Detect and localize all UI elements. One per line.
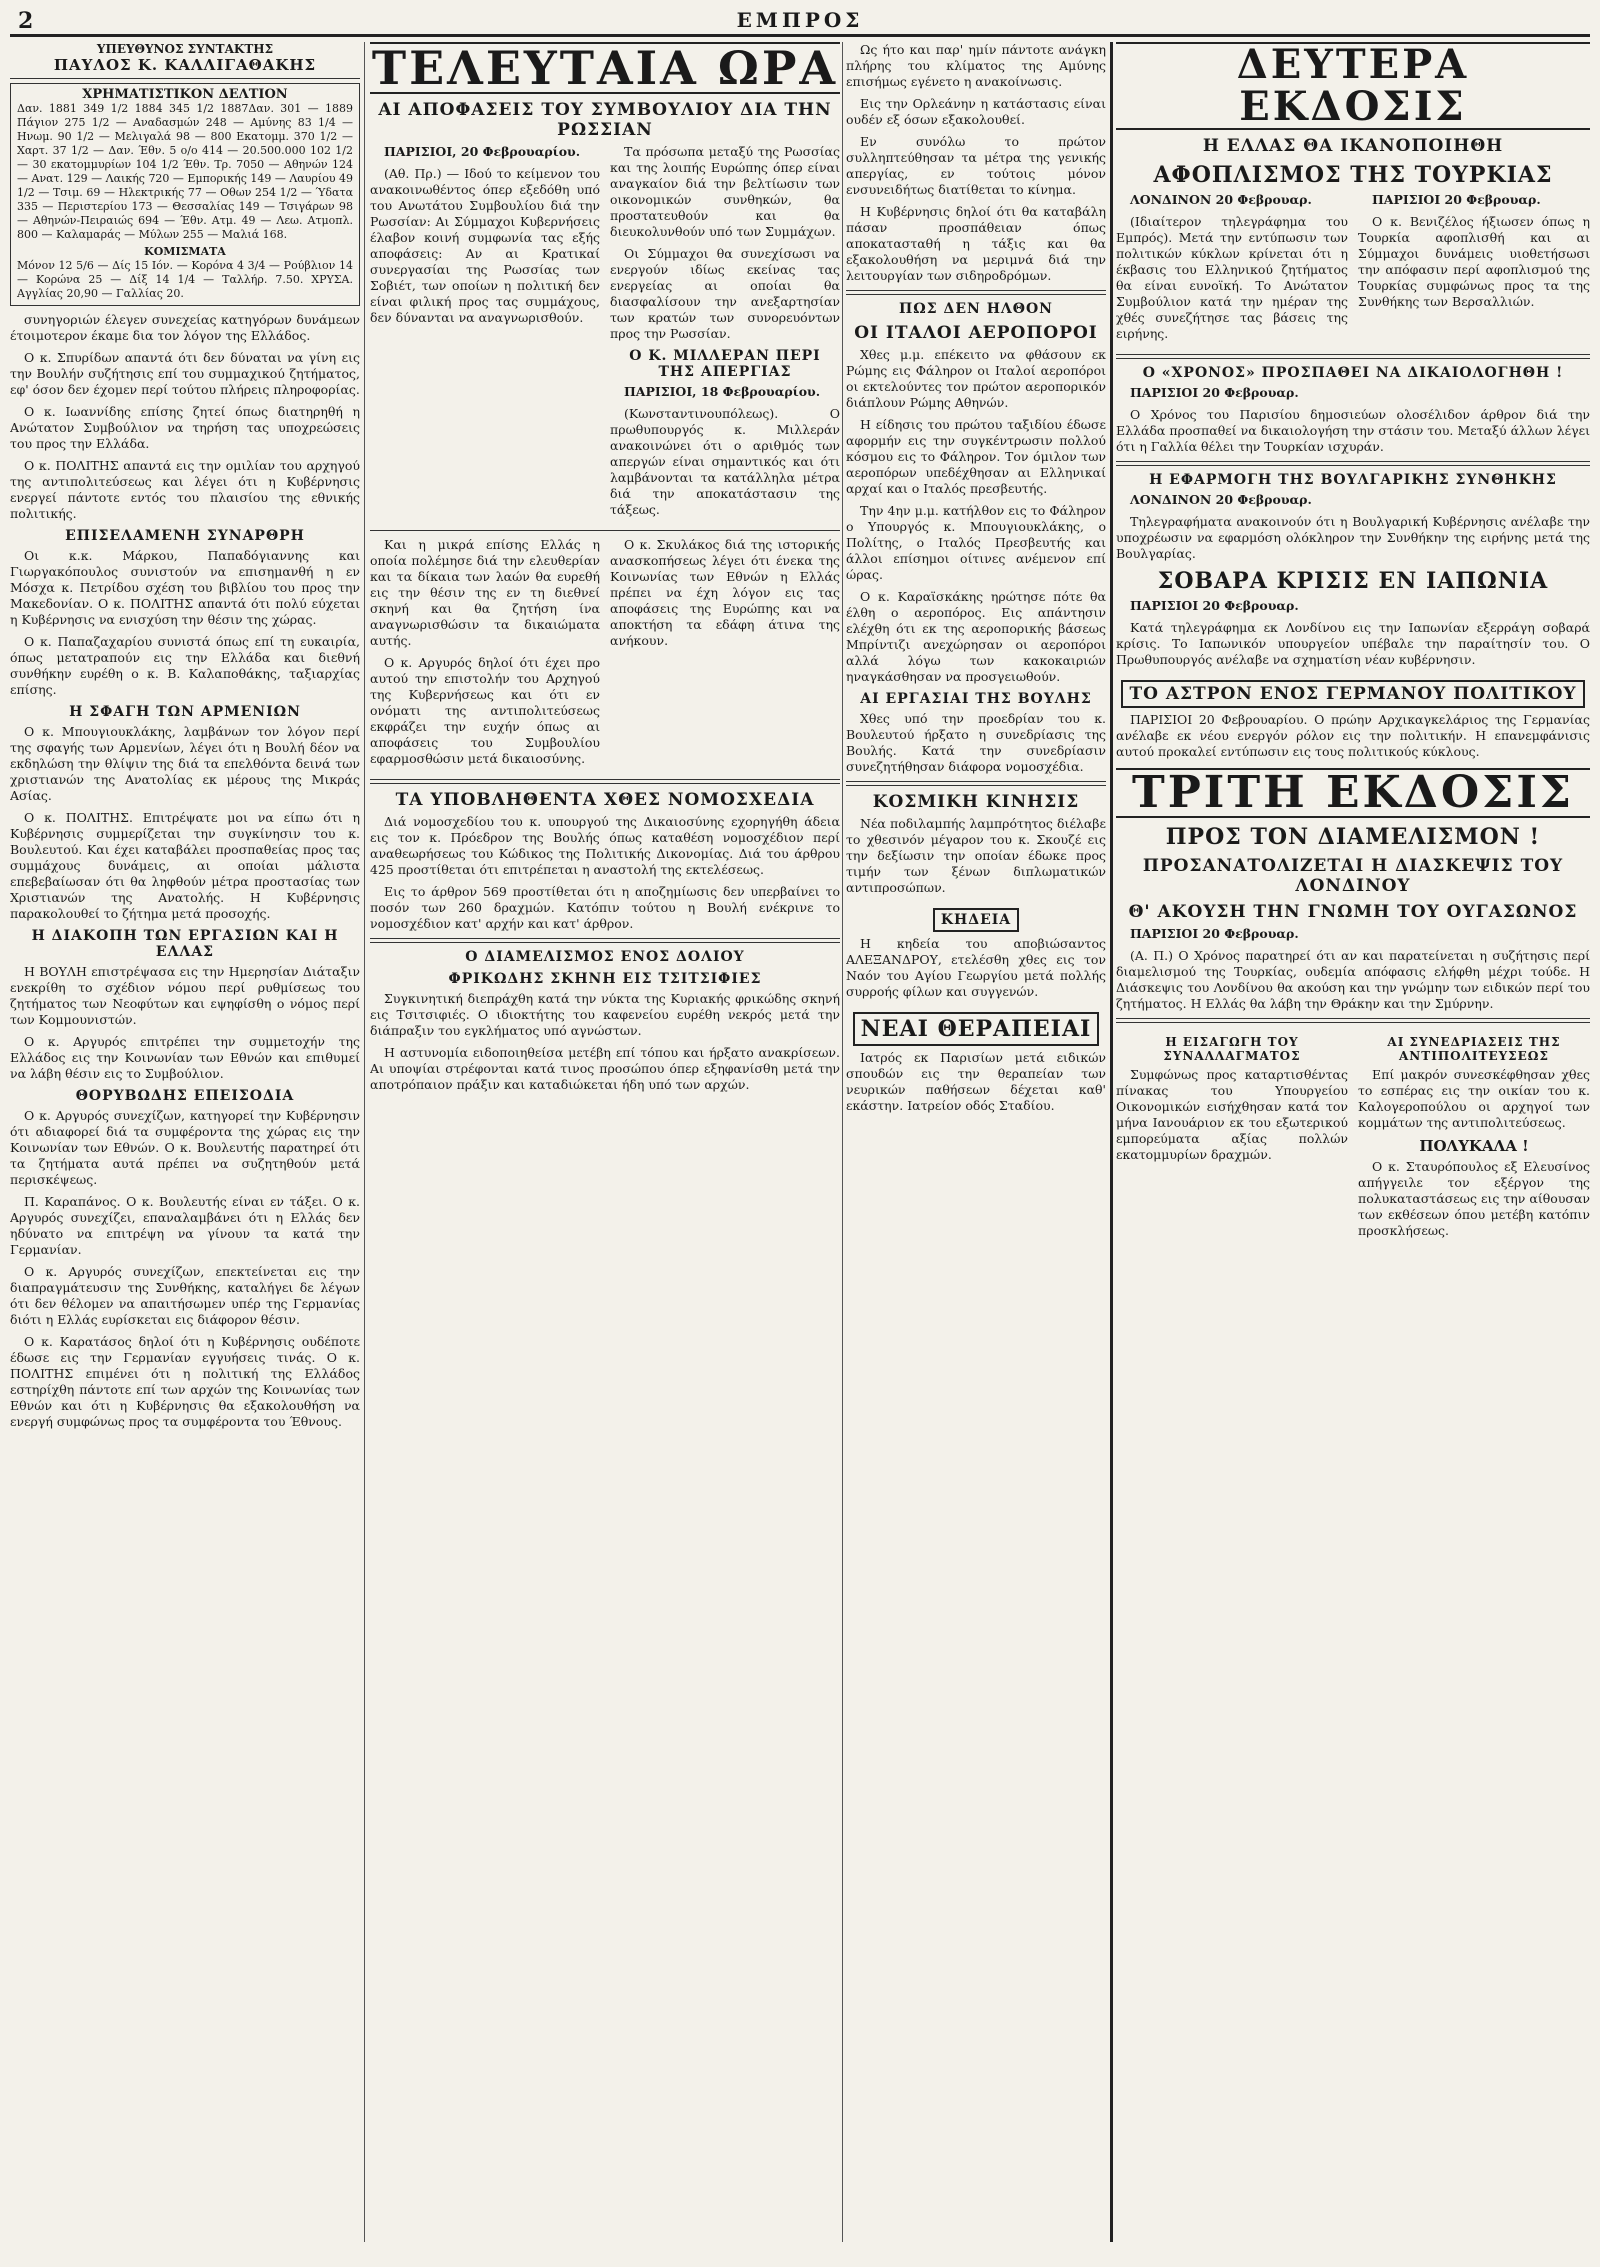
headline: Η ΕΛΛΑΣ ΘΑ ΙΚΑΝΟΠΟΙΗΘΗ — [1202, 136, 1504, 156]
article-paragraph: Συγκινητική διεπράχθη κατά την νύκτα της Κυριακής φρικώδης σκηνή εις Τσιτσιφιές. Ο ιδιοκτήτης του καφενείου ευρέθη νεκρός μετά την διάπραξιν του εγκλήματος υπό αγνώστων. — [370, 991, 840, 1039]
subcolumn — [1116, 1029, 1348, 1245]
currency-body: Μόνον 12 5/6 — Δίς 15 Ιόν. — Κορόνα 4 3/4 — Ρούβλιον 14 — Κορώνα 25 — Δίξ 14 1/4 — Ταλλήρ. 7.50. ΧΡΥΣΑ. Αγγλίας 20,90 — Γαλλίας 20. — [17, 259, 353, 300]
editor-box — [10, 42, 360, 79]
article-paragraph: Ο κ. Μπουγιουκλάκης, λαμβάνων τον λόγον περί της σφαγής των Αρμενίων, λέγει ότι η Βουλή δέον να εκδηλώση την θλίψιν της διά τα επελθόντα δεινά των χριστιανών της Ανατολίας εκ μέρους της Μικράς Ασίας. — [10, 724, 360, 803]
banner-last-hour: ΤΕΛΕΥΤΑΙΑ ΩΡΑ — [371, 42, 839, 95]
banner-second-edition: ΔΕΥΤΕΡΑ ΕΚΔΟΣΙΣ — [1116, 42, 1590, 130]
headline: ΑΙ ΑΠΟΦΑΣΕΙΣ ΤΟΥ ΣΥΜΒΟΥΛΙΟΥ ΔΙΑ ΤΗΝ ΡΩΣΣΙΑΝ — [378, 100, 832, 141]
divider — [370, 938, 840, 943]
article-paragraph: Ο κ. Αργυρός επιτρέπει την συμμετοχήν της Ελλάδος εις την Κοινωνίαν των Εθνών και επιθυμεί να λάβη θέσιν εις το Συμβούλιον. — [10, 1034, 360, 1081]
article-paragraph — [1116, 598, 1590, 614]
article-paragraph: Συμφώνως προς καταρτισθέντας πίνακας του Υπουργείου Οικονομικών εισήχθησαν κατά τον μήνα Ιανουάριον εκ του εξωτερικού εμπορεύματα αξίας πολλών εκατομμυρίων δραχμών. — [1116, 1067, 1348, 1163]
headline-box — [846, 902, 1106, 936]
market-body: Δαν. 1881 349 1/2 1884 345 1/2 1887Δαν. 301 — 1889 Πάγιον 275 1/2 — Αναδασμών 248 — Αμύνης 83 1/4 — Ηνωμ. 90 1/2 — Μελιγαλά 98 — 800 Εκατομμ. 370 1/2 — Χαρτ. 37 1/2 — Δαν. Έθν. 5 ο/ο 414 — 20.500.000 102 1/2 — 30 εκατομμυρίων 104 1/2 Έθν. Τρ. 7050 — Αθηνών 124 — Ανατ. 129 — Λαικής 720 — Εμπορικής 149 — Λαυρίου 49 1/2 — Τσιμ. 69 — Ηλεκτρικής 77 — Οθων 254 1/2 — Ύδατα 335 — Περιστερίου 173 — Θεσσαλίας 149 — Τσιγάρων 98 — Αθηνών-Πειραιώς 694 — Έθν. Ατμ. 49 — Λεω. Ατμοπλ. 800 — Καλαμαράς — Μύλων 255 — Μαλιά 168. — [17, 102, 353, 241]
column-rule — [842, 42, 843, 2242]
article-paragraph — [1116, 492, 1590, 508]
article-paragraph: Π. Καραπάνος. Ο κ. Βουλευτής είναι εν τάξει. Ο κ. Αργυρός συνεχίζει, επαναλαμβάνει ότι η Ελλάς δεν ηδύνατο να επιτρέψη να γίνουν τα κατά την Γερμανίαν. — [10, 1194, 360, 1257]
divider — [846, 290, 1106, 295]
column-3 — [846, 42, 1106, 1120]
section-heading: ΕΠΙΣΕΛΑΜΕΝΗ ΣΥΝΑΡΘΡΗ — [65, 528, 305, 544]
column-4 — [1116, 42, 1590, 1245]
article-paragraph: (Αθ. Πρ.) — Ιδού το κείμενον του ανακοινωθέντος όπερ εξεδόθη υπό του Ανωτάτου Συμβουλίου διά την Ρωσσίαν: Αι Σύμμαχοι Κυβερνήσεις έλαβον κοινή συμφωνία τας εξής αποφάσεις: Αν αι Κρατικαί συνεργασίαι της Ρωσσίας των Σοβιέτ, των οποίων η πολιτική δεν είναι φιλική προς τας συμμάχους, δεν δύνανται να αναγνωρισθούν. — [370, 166, 600, 326]
article-paragraph: Επί μακρόν συνεσκέφθησαν χθες το εσπέρας εις την οικίαν του κ. Καλογεροπούλου οι αρχηγοί των κομμάτων της αντιπολιτεύσεως. — [1358, 1067, 1590, 1131]
headline-box — [846, 1006, 1106, 1050]
article-paragraph: Η ΒΟΥΛΗ επιστρέψασα εις την Ημερησίαν Διάταξιν ενεκρίθη το σχέδιον νόμου περί ρυθμίσεως του ζητήματος των Νεοφύτων και εψηφίσθη ο νόμος περί των Κομμουνιστών. — [10, 964, 360, 1027]
divider — [1116, 461, 1590, 466]
section-heading: Η ΔΙΑΚΟΠΗ ΤΩΝ ΕΡΓΑΣΙΩΝ ΚΑΙ Η ΕΛΛΑΣ — [31, 928, 339, 960]
dateline: ΠΑΡΙΣΙΟΙ, 18 Φεβρουαρίου. — [624, 384, 821, 400]
article-paragraph: Εις το άρθρον 569 προστίθεται ότι η αποζημίωσις δεν υπερβαίνει το ποσόν των 260 δραχμών. Κατόπιν τούτου η Βουλή ενέκρινε το νομοσχέδιον κατ' αρχήν και κατ' άρθρον. — [370, 884, 840, 932]
dateline: ΠΑΡΙΣΙΟΙ 20 Φεβρουαρ. — [1130, 926, 1299, 942]
article-paragraph: Ως ήτο και παρ' ημίν πάντοτε ανάγκη πλήρης του κλίματος της Αμύνης επισήμως εγένετο η ανακοίνωσις. — [846, 42, 1106, 89]
article-paragraph: Ο κ. Βενιζέλος ήξιωσεν όπως η Τουρκία αφοπλισθή και αι Σύμμαχοι δυνάμεις υιοθετήσωσι την απόφασιν περί αφοπλισμού της Τουρκίας συμφώνως προς τα της Συνθήκης των Βερσαλλιών. — [1358, 214, 1590, 309]
article-paragraph: Εν συνόλω το πρώτον συλληπτεύθησαν τα μέτρα της γενικής απεργίας, εν τούτοις μόνον ενσυνειδήτως διατίθεται το κίνημα. — [846, 134, 1106, 197]
subcolumn — [370, 144, 600, 524]
headline: ΑΙ ΕΡΓΑΣΙΑΙ ΤΗΣ ΒΟΥΛΗΣ — [860, 691, 1092, 707]
dateline: ΠΑΡΙΣΙΟΙ 20 Φεβρουαρ. — [1372, 192, 1541, 207]
article-paragraph: Ο Χρόνος του Παρισίου δημοσιεύων ολοσέλιδον άρθρον διά την Ελλάδα προσπαθεί να δικαιολογήση την στάσιν του. Μεταξύ άλλων λέγει ότι η Γαλλία θέλει την Τουρκίαν ισχυράν. — [1116, 407, 1590, 454]
headline: ΠΡΟΣ ΤΟΝ ΔΙΑΜΕΛΙΣΜΟΝ ! — [1165, 824, 1541, 851]
article-paragraph: Ο κ. Ιωαννίδης επίσης ζητεί όπως διατηρηθή η Ανώτατον Συμβούλιον να τηρήση τας υποχρεώσεις του προς την Ελλάδα. — [10, 404, 360, 451]
article-paragraph: Η κηδεία του αποβιώσαντος ΑΛΕΞΑΝΔΡΟΥ, ετελέσθη χθες εις τον Ναόν του Αγίου Γεωργίου μετά πολλής συρροής φίλων και συγγενών. — [846, 936, 1106, 999]
subcolumn — [1358, 192, 1590, 348]
article-paragraph: Ιατρός εκ Παρισίων μετά ειδικών σπουδών εις την θεραπείαν των νευρικών παθήσεων δέχεται καθ' εκάστην. Ιατρείον οδός Σταδίου. — [846, 1050, 1106, 1113]
headline: Θ' ΑΚΟΥΣΗ ΤΗΝ ΓΝΩΜΗ ΤΟΥ ΟΥΓΑΣΩΝΟΣ — [1128, 902, 1578, 923]
article-paragraph: Οι Σύμμαχοι θα συνεχίσωσι να ενεργούν ιδίως εκείνας τας ενεργείας αι οποίαι θα διασφαλίσουν την ανεξαρτησίαν των κρατών των συνορευόντων προς την Ρωσσίαν. — [610, 246, 840, 342]
headline: ΠΡΟΣΑΝΑΤΟΛΙΖΕΤΑΙ Η ΔΙΑΣΚΕΨΙΣ ΤΟΥ ΛΟΝΔΙΝΟΥ — [1142, 856, 1564, 897]
article-paragraph: Ο κ. Καρατάσος δηλοί ότι η Κυβέρνησις ουδέποτε έδωσε εις την Γερμανίαν εγγυήσεις τινάς. Ο κ. ΠΟΛΙΤΗΣ επιμένει ότι η πολιτική της Ελλάδος εστηρίχθη πάντοτε επί των αρχών της Κοινωνίας των Εθνών και ότι η Κυβέρνησις θα εξακολουθήση να ενεργή συμφώνως προς τα συμφέροντα του Έθνους. — [10, 1334, 360, 1429]
article-paragraph: Τηλεγραφήματα ανακοινούν ότι η Βουλγαρική Κυβέρνησις ανέλαβε την υποχρέωσιν να εφαρμόση ολόκληρον την Συνθήκην της ειρήνης μετά της Βουλγαρίας. — [1116, 514, 1590, 561]
currency-title: ΚΟΜΙΣΜΑΤΑ — [144, 245, 226, 258]
headline: Ο Κ. ΜΙΛΛΕΡΑΝ ΠΕΡΙ ΤΗΣ ΑΠΕΡΓΙΑΣ — [629, 348, 821, 381]
two-column-block — [370, 144, 840, 524]
section-heading: Η ΣΦΑΓΗ ΤΩΝ ΑΡΜΕΝΙΩΝ — [69, 704, 301, 720]
article-paragraph: (Α. Π.) Ο Χρόνος παρατηρεί ότι αν και παρατείνεται η συζήτησις περί διαμελισμού της Τουρκίας, ουδεμία απόφασις ελήφθη μέχρι τούδε. Η Διάσκεψις του Λονδίνου θα ακούση και την γνώμην των ειδικών περί του ζητήματος. Η Ελλάς θα λάβη την Θράκην και την Σμύρνην. — [1116, 948, 1590, 1012]
headline: ΝΕΑΙ ΘΕΡΑΠΕΙΑΙ — [853, 1012, 1100, 1046]
section-heading: ΘΟΡΥΒΩΔΗΣ ΕΠΕΙΣΟΔΙΑ — [75, 1088, 295, 1104]
page-number: 2 — [18, 8, 34, 34]
article-paragraph — [1116, 192, 1348, 208]
divider — [370, 530, 840, 531]
divider — [846, 781, 1106, 786]
article-paragraph: Ο κ. ΠΟΛΙΤΗΣ. Επιτρέψατε μοι να είπω ότι η Κυβέρνησις συμμερίζεται την συγκίνησιν του κ. Βουλευτού. Και έχει καταβάλει προσπαθείας προς τας συμμάχους δυνάμεις, αι οποίαι μάλιστα επεβεβαίωσαν ότι θα ληφθούν μέτρα προστασίας των Χριστιανών της Ανατολής. Η Κυβέρνησις παρακολουθεί το ζήτημα μετά προσοχής. — [10, 810, 360, 921]
article-paragraph: Και η μικρά επίσης Ελλάς η οποία πολέμησε διά την ελευθερίαν και τα δίκαια των λαών θα ευρεθή εις την θέσιν της εν τη διεθνεί σκηνή και θα ζητήση ίνα αναγνωρισθώσιν τα δικαιώματα αυτής. — [370, 537, 600, 649]
article-paragraph: Ο κ. ΠΟΛΙΤΗΣ απαντά εις την ομιλίαν του αρχηγού της αντιπολιτεύσεως και λέγει ότι η Κυβέρνησις ενεργεί πάντοτε εντός του πλαισίου της εθνικής πολιτικής. — [10, 458, 360, 521]
paper-name: ΕΜΠΡΟΣ — [736, 8, 864, 32]
article-paragraph — [1116, 926, 1590, 942]
two-column-block — [1116, 192, 1590, 348]
article-paragraph: (Κωνσταντινουπόλεως). Ο πρωθυπουργός κ. Μιλλεράν ανακοινώνει ότι ο αριθμός των απεργών είναι σημαντικός και ότι λαμβάνονται τα κατάλληλα μέτρα διά την αποκατάστασιν της τάξεως. — [610, 406, 840, 518]
article-paragraph: Ο κ. Παπαζαχαρίου συνιστά όπως επί τη ευκαιρία, όπως μετατραπούν εις την Ελλάδα και διεθνή συνθήκην ευρέθη ο κ. Β. Καλαποθάκης, ταξιαρχίας επίσης. — [10, 634, 360, 697]
headline: ΤΟ ΑΣΤΡΟΝ ΕΝΟΣ ΓΕΡΜΑΝΟΥ ΠΟΛΙΤΙΚΟΥ — [1121, 680, 1584, 708]
article-paragraph: Νέα ποδιλαμπής λαμπρότητος διέλαβε το χθεσινόν μέγαρον του κ. Σκουζέ εις την δεξίωσιν την οποίαν έδωκε προς τιμήν των ξένων διπλωματικών αντιπροσώπων. — [846, 816, 1106, 895]
two-column-block — [370, 537, 840, 773]
article-paragraph: Ο κ. Σπυρίδων απαντά ότι δεν δύναται να γίνη εις την Βουλήν συζήτησις επί του συμμαχικού ζητήματος, εφ' όσον δεν έχομεν περί τούτου πλήρεις πληροφορίας. — [10, 350, 360, 397]
divider — [1116, 354, 1590, 359]
article-paragraph — [1116, 385, 1590, 401]
headline-box — [1116, 674, 1590, 712]
article-paragraph: Οι κ.κ. Μάρκου, Παπαδόγιαννης και Γιωργακόπουλος συνιστούν να επισημανθή η εν Μόσχα κ. Πετρίδου σχέση του βιβλίου του προς την Μακεδονίαν. Ο κ. ΠΟΛΙΤΗΣ απαντά ότι πολύ εύχεται η Κυβέρνησις να ενισχύση την θέσιν της χώρας. — [10, 548, 360, 627]
article-paragraph: Διά νομοσχεδίου του κ. υπουργού της Δικαιοσύνης εχορηγήθη άδεια εις τον κ. Πρόεδρον της Βουλής όπως καταθέση νομοσχέδιον περί αναθεωρήσεως του Κώδικος της Πολιτικής Δικονομίας. Διά του άρθρου 425 προστίθεται ότι επιτρέπεται η αναστολή της εκτελέσεως. — [370, 814, 840, 878]
headline: ΟΙ ΙΤΑΛΟΙ ΑΕΡΟΠΟΡΟΙ — [854, 323, 1098, 343]
article-paragraph — [1358, 192, 1590, 208]
article-paragraph: Ο κ. Αργυρός συνεχίζων, κατηγορεί την Κυβέρνησιν ότι αδιαφορεί διά τα συμφέροντα της χώρας εις την Κοινωνίαν των Εθνών. Ο κ. Βουλευτής παρατηρεί ότι τα ζητήματα αυτά πρέπει να συζητηθούν μετά περισκέψεως. — [10, 1108, 360, 1187]
article-paragraph: Η είδησις του πρώτου ταξιδίου έδωσε αφορμήν εις την συγκέντρωσιν πολλού κόσμου εις το Φάληρον. Τον όμιλον των αεροπόρων υπεδέχθησαν αι Ελληνικαί αρχαί και ο Ιταλός πρεσβευτής. — [846, 417, 1106, 496]
subcolumn — [1116, 192, 1348, 348]
divider — [370, 779, 840, 784]
article-paragraph: Η Κυβέρνησις δηλοί ότι θα καταβάλη πάσαν προσπάθειαν όπως αποκατασταθή η τάξις και θα εξακολουθήση να μεριμνά διά την λειτουργίαν των σιδηροδρόμων. — [846, 204, 1106, 283]
headline: ΣΟΒΑΡΑ ΚΡΙΣΙΣ ΕΝ ΙΑΠΩΝΙΑ — [1157, 568, 1549, 594]
article-paragraph — [370, 144, 600, 160]
editor-label: ΥΠΕΥΘΥΝΟΣ ΣΥΝΤΑΚΤΗΣ — [96, 42, 274, 56]
column-1 — [10, 42, 360, 1436]
two-column-block — [1116, 1029, 1590, 1245]
dateline: ΠΑΡΙΣΙΟΙ 20 Φεβρουαρ. — [1130, 385, 1299, 400]
dateline: ΠΑΡΙΣΙΟΙ, 20 Φεβρουαρίου. — [384, 144, 581, 160]
market-title: ΧΡΗΜΑΤΙΣΤΙΚΟΝ ΔΕΛΤΙΟΝ — [82, 87, 288, 102]
headline: ΤΑ ΥΠΟΒΛΗΘΕΝΤΑ ΧΘΕΣ ΝΟΜΟΣΧΕΔΙΑ — [395, 790, 815, 811]
headline: Η ΕΙΣΑΓΩΓΗ ΤΟΥ ΣΥΝΑΛΛΑΓΜΑΤΟΣ — [1163, 1035, 1301, 1064]
article-paragraph: Χθες μ.μ. επέκειτο να φθάσουν εκ Ρώμης εις Φάληρον οι Ιταλοί αεροπόροι οι εκτελούντες τον πρώτον αεροπορικόν διάπλουν Ρώμης Αθηνών. — [846, 347, 1106, 410]
subcolumn — [1358, 1029, 1590, 1245]
article-paragraph: συνηγοριών έλεγεν συνεχείας κατηγόρων δυνάμεων έτοιμοτερον έκαμε δια τον λόγον της Ελλάδος. — [10, 312, 360, 343]
market-bulletin — [10, 83, 360, 306]
article-paragraph: Ο κ. Αργυρός δηλοί ότι έχει προ αυτού την επιστολήν του Αρχηγού της Κυβερνήσεως και ότι εν ονόματι της αντιπολιτεύσεως εκφράζει την ευχήν όπως αι αποφάσεις του Συμβουλίου εφαρμοσθώσιν μετά δικαιοσύνης. — [370, 655, 600, 767]
headline: ΚΗΔΕΙΑ — [933, 908, 1019, 932]
headline: Ο «ΧΡΟΝΟΣ» ΠΡΟΣΠΑΘΕΙ ΝΑ ΔΙΚΑΙΟΛΟΓΗΘΗ ! — [1142, 365, 1564, 381]
article-paragraph: Η αστυνομία ειδοποιηθείσα μετέβη επί τόπου και ήρξατο ανακρίσεων. Αι υποψίαι στρέφονται κατά τινος προσώπου όπερ εξηφανίσθη μετά την αποτρόπαιον πράξιν και καταδιώκεται ήδη υπό των αρχών. — [370, 1045, 840, 1093]
column-2 — [370, 42, 840, 1099]
dateline: ΛΟΝΔΙΝΟΝ 20 Φεβρουαρ. — [1130, 192, 1312, 207]
headline: ΠΩΣ ΔΕΝ ΗΛΘΟΝ — [899, 301, 1053, 317]
dateline: ΠΑΡΙΣΙΟΙ 20 Φεβρουαρ. — [1130, 598, 1299, 613]
dateline: ΛΟΝΔΙΝΟΝ 20 Φεβρουαρ. — [1130, 492, 1312, 507]
article-paragraph: Ο κ. Καραϊσκάκης ηρώτησε πότε θα έλθη ο αεροπόρος. Εις απάντησιν ελέχθη ότι εκ της αεροπορικής βάσεως Μπρίντιζι ανεχώρησαν οι αεροπόροι αλλά λόγω των κακοκαιριών ηναγκάσθησαν να προσγειωθούν. — [846, 589, 1106, 684]
subheadline: ΦΡΙΚΩΔΗΣ ΣΚΗΝΗ ΕΙΣ ΤΣΙΤΣΙΦΙΕΣ — [448, 971, 762, 988]
article-paragraph: Εις την Ορλεάνην η κατάστασις είναι ουδέν εξ όσων εξακολουθεί. — [846, 96, 1106, 127]
divider — [1116, 1018, 1590, 1023]
subcolumn — [610, 537, 840, 773]
article-paragraph: Ο κ. Αργυρός συνεχίζων, επεκτείνεται εις την διαπραγμάτευσιν της Συνθήκης, καταλήγει δε λέγων ότι δεν θέλομεν να απαιτήσωμεν υπέρ της Γερμανίας διότι η Ελλάς ευρίσκεται εις διάφορον θέσιν. — [10, 1264, 360, 1327]
article-paragraph: Την 4ην μ.μ. κατήλθον εις το Φάληρον ο Υπουργός κ. Μπουγιουκλάκης, ο Πολίτης, ο Ιταλός Πρεσβευτής και άλλοι επίσημοι οίτινες ανέμενον επί ώρας. — [846, 503, 1106, 582]
subcolumn — [610, 144, 840, 524]
editor-name: ΠΑΥΛΟΣ Κ. ΚΑΛΛΙΓΑΘΑΚΗΣ — [53, 56, 317, 74]
banner-third-edition: ΤΡΙΤΗ ΕΚΔΟΣΙΣ — [1116, 768, 1590, 818]
headline: ΠΟΛΥΚΑΛΑ ! — [1419, 1137, 1529, 1156]
headline: Η ΕΦΑΡΜΟΓΗ ΤΗΣ ΒΟΥΛΓΑΡΙΚΗΣ ΣΥΝΘΗΚΗΣ — [1149, 472, 1557, 488]
headline: ΑΦΟΠΛΙΣΜΟΣ ΤΗΣ ΤΟΥΡΚΙΑΣ — [1153, 162, 1553, 188]
subcolumn — [370, 537, 600, 773]
masthead — [10, 8, 1590, 37]
article-paragraph: Ο κ. Σκυλάκος διά της ιστορικής ανασκοπήσεως λέγει ότι ένεκα της Κοινωνίας των Εθνών η Ελλάς πρέπει να έχη λόγον εις τας αποφάσεις της Ευρώπης και να αποκτήση τα εδάφη άτινα της ανήκουν. — [610, 537, 840, 649]
column-rule — [1110, 42, 1113, 2242]
article-paragraph: ΠΑΡΙΣΙΟΙ 20 Φεβρουαρίου. Ο πρώην Αρχικαγκελάριος της Γερμανίας ανέλαβε εκ νέου ενεργόν ρόλον εις την πολιτικήν. Η επανεμφάνισις αυτού προκαλεί εντύπωσιν εις τους πολιτικούς κύκλους. — [1116, 712, 1590, 759]
article-paragraph: Ο κ. Σταυρόπουλος εξ Ελευσίνος απήγγειλε τον εξέργον της πολυκαταστάσεως εις την αίθουσαν των εκθέσεων όπου μετέβη κατόπιν προσκλήσεως. — [1358, 1159, 1590, 1239]
column-rule — [364, 42, 365, 2242]
article-paragraph: Κατά τηλεγράφημα εκ Λονδίνου εις την Ιαπωνίαν εξερράγη σοβαρά κρίσις. Το Ιαπωνικόν υπουργείον υπέβαλε την παραίτησίν του. Ο Πρωθυπουργός ανέλαβε να σχηματίση νέαν κυβέρνησιν. — [1116, 620, 1590, 667]
headline: ΚΟΣΜΙΚΗ ΚΙΝΗΣΙΣ — [872, 792, 1080, 812]
headline: Ο ΔΙΑΜΕΛΙΣΜΟΣ ΕΝΟΣ ΔΟΛΙΟΥ — [465, 949, 745, 966]
article-paragraph — [610, 384, 840, 400]
headline: ΑΙ ΣΥΝΕΔΡΙΑΣΕΙΣ ΤΗΣ ΑΝΤΙΠΟΛΙΤΕΥΣΕΩΣ — [1387, 1035, 1561, 1064]
newspaper-page — [10, 8, 1590, 2258]
article-paragraph: Τα πρόσωπα μεταξύ της Ρωσσίας και της λοιπής Ευρώπης όπερ είναι αναγκαίον διά την βελτίωσιν των οικονομικών συνθηκών, θα προστατευθούν και θα διευκολυνθούν υπό των Συμμάχων. — [610, 144, 840, 240]
article-paragraph: (Ιδιαίτερον τηλεγράφημα του Εμπρός). Μετά την εντύπωσιν των πολιτικών κύκλων κρίνεται ότι η έκβασις του Ελληνικού ζητήματος θα είναι ευνοϊκή. Το Ανώτατον Συμβούλιον κατά την ημέραν της χθές συνεζήτησε τας βάσεις της ειρήνης. — [1116, 214, 1348, 341]
article-paragraph: Χθες υπό την προεδρίαν του κ. Βουλευτού ήρξατο η συνεδρίασις της Βουλής. Κατά την συνεδρίασιν συνεζητήθησαν διάφορα νομοσχέδια. — [846, 711, 1106, 774]
